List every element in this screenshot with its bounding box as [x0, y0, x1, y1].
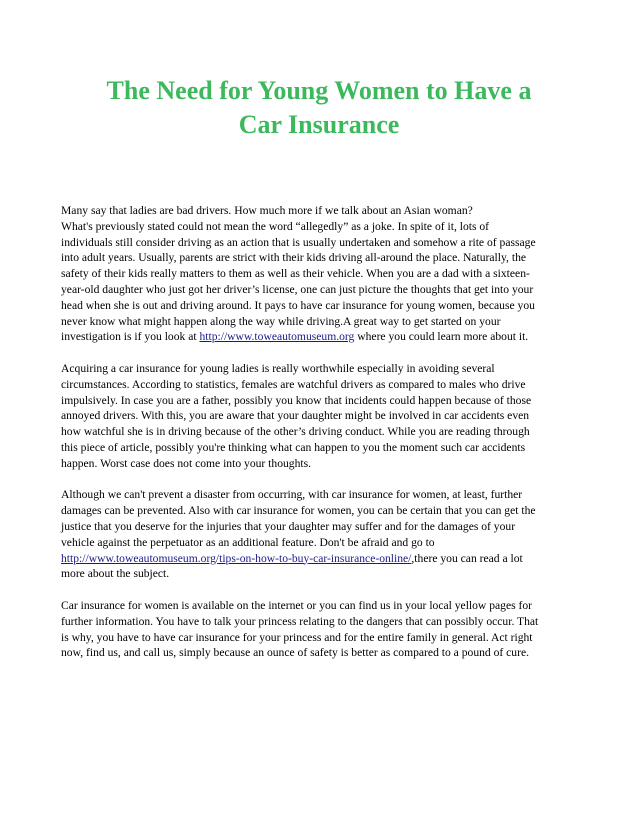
- text-segment: ,there you can read a lot: [411, 551, 523, 565]
- text-line: [61, 329, 581, 345]
- text-line: into adult years. Usually, parents are strict with their kids driving all-around the place. Naturally, the: [61, 251, 527, 265]
- text-segment: investigation is if you look at: [61, 330, 200, 344]
- text-line: Although we can't prevent a disaster from occurring, with car insurance for women, at least, further: [61, 488, 523, 502]
- text-line: Many say that ladies are bad drivers. How much more if we talk about an Asian woman?: [61, 204, 473, 217]
- title-line-1: The Need for Young Women to Have a: [106, 76, 532, 105]
- text-line: further information. You have to talk your princess relating to the dangers that can possibly occur. That: [61, 614, 539, 628]
- text-line: never know what might happen along the way while driving.A great way to get started on your: [61, 314, 501, 328]
- text-line: how watchful she is in driving because of the other’s driving conduct. While you are reading through: [61, 425, 530, 439]
- text-line: this piece of article, possibly you're thinking what can happen to you the moment such car accidents: [61, 440, 526, 454]
- text-segment: where you could learn more about it.: [354, 330, 529, 344]
- text-line: head when she is out and driving around. It pays to have car insurance for young women, because you: [61, 298, 535, 312]
- title-line-2: Car Insurance: [238, 110, 400, 139]
- text-line: impulsively. In case you are a father, possibly you know that incidents could happen because of those: [61, 393, 532, 407]
- text-line: annoyed drivers. With this, you are aware that your daughter might be involved in car accidents even: [61, 409, 530, 423]
- text-line: individuals still consider driving as an action that is usually undertaken and somehow a rite of passage: [61, 235, 536, 249]
- text-line: is why, you have to have car insurance for your princess and for the entire family in general. Act right: [61, 630, 533, 644]
- text-line: [61, 551, 581, 567]
- paragraph-2: [61, 361, 581, 472]
- museum-link[interactable]: http://www.toweautomuseum.org: [199, 330, 355, 344]
- text-line: circumstances. According to statistics, females are watchful drivers as compared to males who drive: [61, 377, 526, 391]
- tips-article-link[interactable]: http://www.toweautomuseum.org/tips-on-how-to-buy-car-insurance-online/: [61, 551, 412, 565]
- text-line: damages can be prevented. Also with car insurance for women, you can be certain that you can get the: [61, 504, 536, 518]
- text-line: justice that you deserve for the injuries that your daughter may suffer and for the damages of your: [61, 519, 516, 533]
- text-line: safety of their kids really matters to them as well as their vehicle. When you are a dad with a sixteen-: [61, 267, 530, 281]
- text-line: year-old daughter who just got her driver’s license, one can just picture the thoughts that get into your: [61, 282, 534, 296]
- text-line: Acquiring a car insurance for young ladies is really worthwhile especially in avoiding several: [61, 361, 495, 375]
- paragraph-1: [61, 203, 581, 345]
- text-line: vehicle against the perpetuator as an additional feature. Don't be afraid and go to: [61, 535, 435, 549]
- article-body: [61, 203, 581, 677]
- paragraph-4: [61, 598, 581, 661]
- page-title: [40, 74, 598, 142]
- text-line: more about the subject.: [61, 567, 170, 581]
- paragraph-3: [61, 487, 581, 582]
- text-line: What's previously stated could not mean the word “allegedly” as a joke. In spite of it, lots of: [61, 219, 490, 233]
- text-line: now, find us, and call us, simply because an ounce of safety is better as compared to a pound of cure.: [61, 646, 530, 660]
- text-line: happen. Worst case does not come into your thoughts.: [61, 456, 312, 470]
- text-line: Car insurance for women is available on the internet or you can find us in your local yellow pages for: [61, 598, 533, 612]
